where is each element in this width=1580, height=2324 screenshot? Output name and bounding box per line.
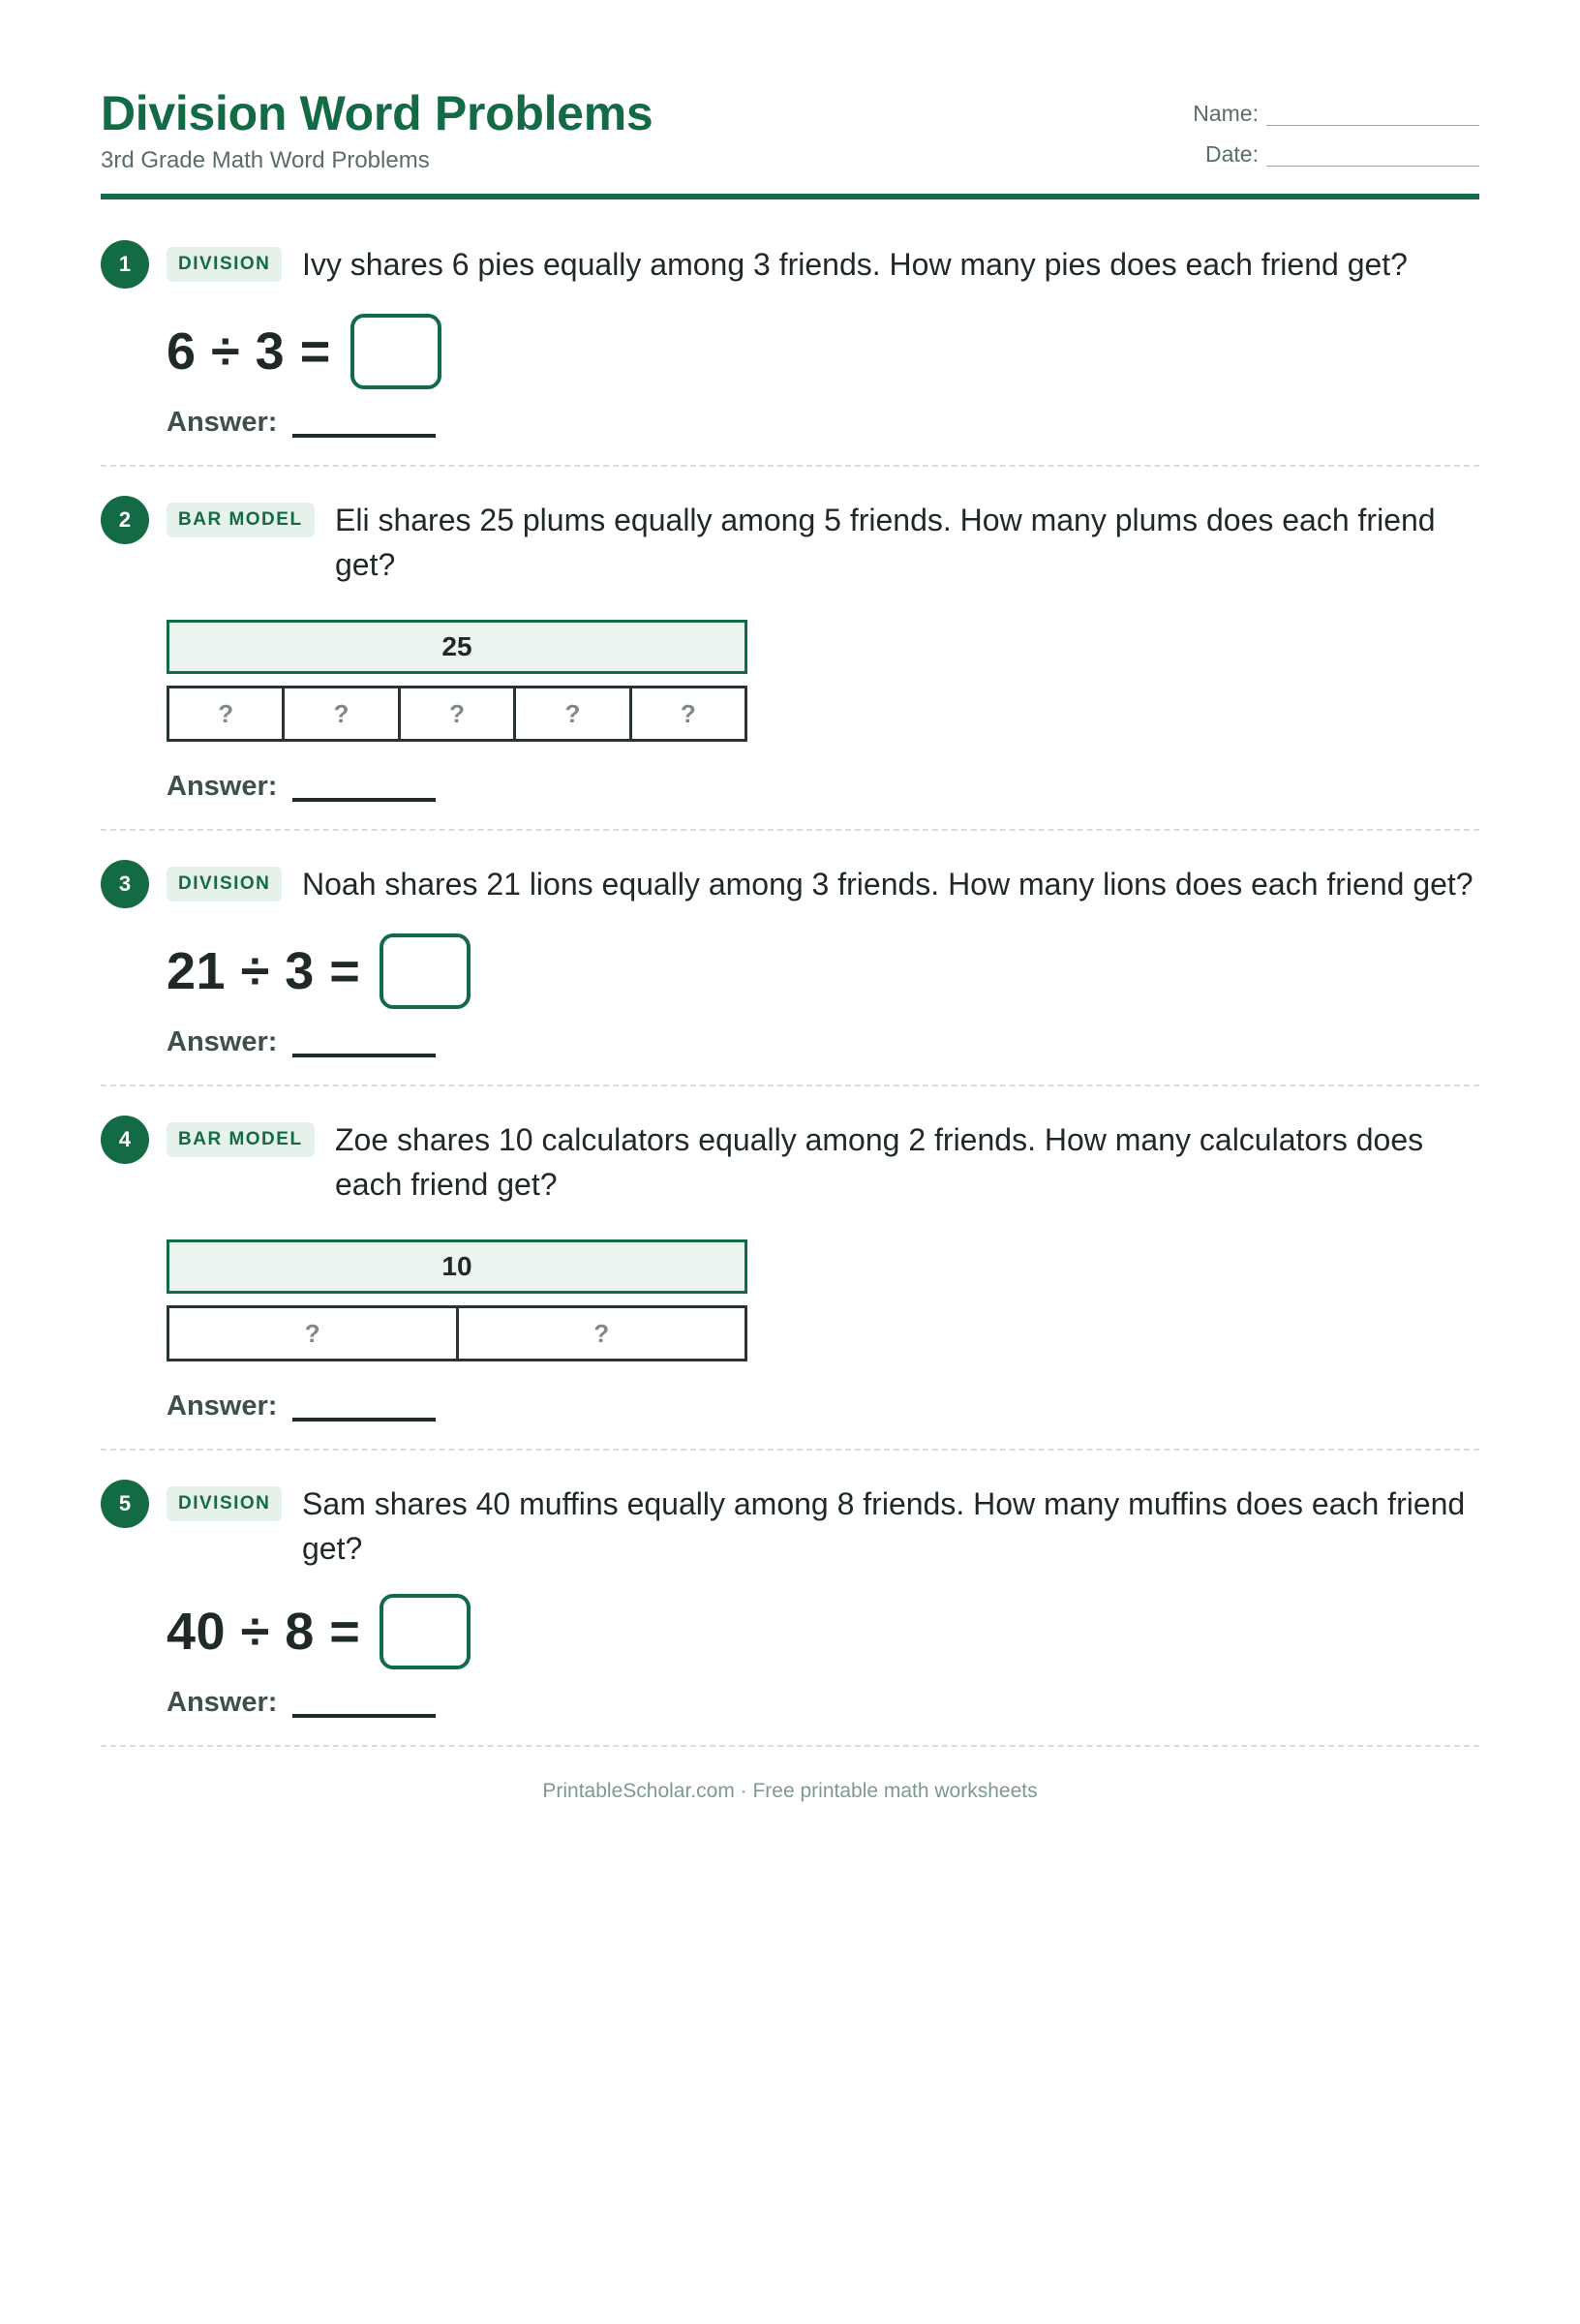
answer-label: Answer: [167,1687,278,1718]
answer-box[interactable] [380,1594,471,1669]
problem-text: Noah shares 21 lions equally among 3 friends. How many lions does each friend get? [302,867,1474,902]
answer-label: Answer: [167,771,278,802]
problem-text: Sam shares 40 muffins equally among 8 friends. How many muffins does each friend get? [302,1486,1466,1566]
problem-tag: DIVISION [167,247,282,282]
page-title: Division Word Problems [101,86,653,140]
page-footer: PrintableScholar.com · Free printable math worksheets [542,1780,1038,1802]
bar-part: ? [169,1308,459,1359]
problem-4 [101,1086,1479,1451]
problem-number: 3 [101,860,149,908]
bar-part: ? [593,1318,610,1348]
problem-text: Eli shares 25 plums equally among 5 friends. How many plums does each friend get? [335,503,1436,582]
problem-tag: DIVISION [167,1486,282,1521]
problem-tag: BAR MODEL [167,503,315,537]
problem-5 [101,1451,1479,1747]
equation [167,314,441,389]
answer-box[interactable] [350,314,441,389]
answer-label: Answer: [167,407,278,438]
date-field [1189,138,1479,167]
equation [167,933,471,1009]
bar-model-total: 25 [167,620,747,674]
answer-label: Answer: [167,1026,278,1057]
answer-row [167,1391,436,1422]
answer-box[interactable] [380,933,471,1009]
answer-row [167,1026,436,1057]
problem-number: 2 [101,496,149,544]
date-label: Date: [1205,141,1259,167]
problem-2 [101,467,1479,831]
bar-part: ? [285,688,400,739]
problem-text: Zoe shares 10 calculators equally among 2 friends. How many calculators does each friend get? [335,1122,1424,1202]
problem-tag: BAR MODEL [167,1122,315,1157]
equation-text: 6 ÷ 3 = [167,322,331,381]
name-label: Name: [1193,101,1259,126]
answer-line[interactable] [292,1689,436,1718]
bar-model-parts [167,686,747,742]
name-line[interactable] [1266,105,1479,126]
bar-part: ? [401,688,516,739]
problem-3 [101,831,1479,1086]
name-field [1189,97,1479,126]
answer-row [167,1687,436,1718]
answer-line[interactable] [292,1392,436,1422]
bar-model-total: 10 [167,1239,747,1294]
answer-row [167,407,436,438]
bar-model-parts [167,1305,747,1361]
answer-row [167,771,436,802]
bar-part: ? [516,688,631,739]
problem-number: 5 [101,1480,149,1528]
worksheet-header [101,0,1479,199]
page-subtitle: 3rd Grade Math Word Problems [101,147,430,173]
date-line[interactable] [1266,145,1479,167]
answer-label: Answer: [167,1391,278,1422]
bar-part: ? [169,688,285,739]
problem-1 [101,199,1479,467]
problem-number: 4 [101,1116,149,1164]
equation-text: 21 ÷ 3 = [167,942,361,1000]
answer-line[interactable] [292,773,436,802]
problem-number: 1 [101,240,149,289]
answer-line[interactable] [292,409,436,438]
problem-tag: DIVISION [167,867,282,902]
bar-part: ? [680,698,696,728]
equation [167,1594,471,1669]
answer-line[interactable] [292,1028,436,1057]
equation-text: 40 ÷ 8 = [167,1603,361,1661]
problem-text: Ivy shares 6 pies equally among 3 friends. How many pies does each friend get? [302,247,1408,282]
worksheet-page [101,0,1479,1802]
